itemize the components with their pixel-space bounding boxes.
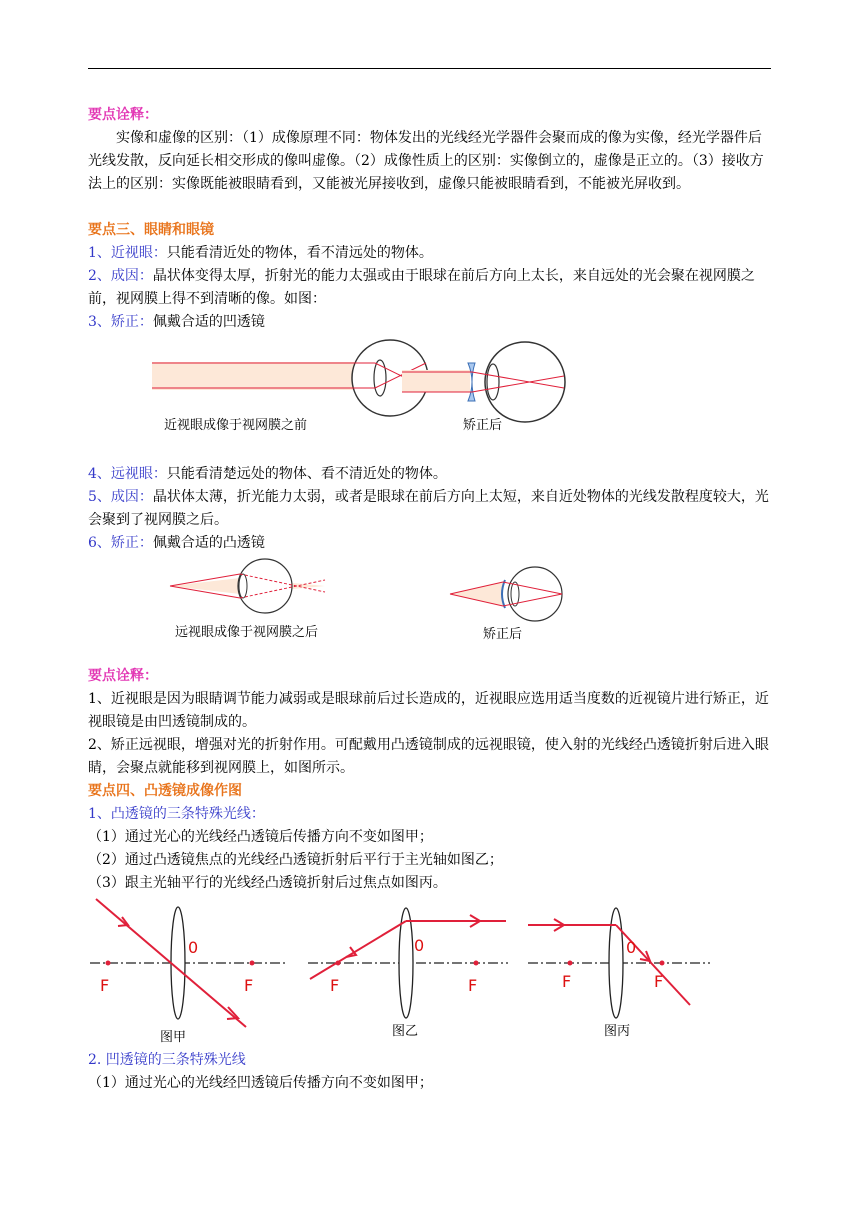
item-number: 1、近视眼： (88, 245, 167, 261)
hyperopia-note: 2、矫正远视眼，增强对光的折射作用。可配戴用凸透镜制成的远视眼镜，使入射的光线经凸透镜折射后进入眼睛，会聚点就能移到视网膜上，如图所示。 (88, 737, 769, 776)
optical-center-label: 0 (626, 938, 637, 957)
real-virtual-image-paragraph: 实像和虚像的区别：（1）成像原理不同：物体发出的光线经光学器件会聚而成的像为实像，经光学器件后光线发散，反向延长相交形成的像叫虚像。（2）成像性质上的区别：实像倒立的，虚像是正立的。（3）接收方法上的区别：实像既能被眼睛看到，又能被光屏接收到，虚像只能被眼睛看到，不能被光屏收到。 (88, 130, 764, 192)
hyperopia-cause-item (88, 486, 772, 532)
rule-item: （3）跟主光轴平行的光线经凸透镜折射后过焦点如图丙。 (88, 875, 447, 891)
rule-item: （1）通过光心的光线经凸透镜后传播方向不变如图甲； (88, 829, 433, 845)
focal-point-label: F (562, 972, 572, 991)
rule-item: （2）通过凸透镜焦点的光线经凸透镜折射后平行于主光轴如图乙； (88, 852, 503, 868)
item-text: 佩戴合适的凸透镜 (152, 535, 265, 551)
section-hyperopia (88, 463, 772, 555)
item-text: 佩戴合适的凹透镜 (152, 314, 265, 330)
item-text: 晶状体变得太厚，折射光的能力太强或由于眼球在前后方向上太长，来自远处的光会聚在视网膜之前，视网膜上得不到清晰的像。如图： (88, 268, 755, 307)
myopia-figure (140, 330, 600, 440)
hyperopia-eye-diagram (170, 559, 325, 613)
item-number: 6、矫正： (88, 535, 153, 551)
convex-heading: 要点四、凸透镜成像作图 (88, 783, 242, 799)
item-text: 只能看清近处的物体，看不清远处的物体。 (166, 245, 433, 261)
item-text: 晶状体太薄，折光能力太弱，或者是眼球在前后方向上太短，来自近处物体的光线发散程度较大，光会聚到了视网膜之后。 (88, 489, 769, 528)
section-notes-1 (88, 104, 772, 196)
section-concave-lens (88, 1049, 772, 1095)
eye-heading: 要点三、眼睛和眼镜 (88, 222, 214, 238)
notes-heading: 要点诠释： (88, 668, 158, 684)
diagram-caption: 图丙 (604, 1024, 631, 1039)
diagram-caption: 图甲 (160, 1030, 187, 1043)
focal-point-label: F (654, 972, 664, 991)
special-rays-subheading: 1、凸透镜的三条特殊光线： (88, 806, 265, 822)
hyperopia-item (88, 463, 772, 486)
focal-point-label: F (100, 976, 110, 995)
concave-subheading: 2. 凹透镜的三条特殊光线 (88, 1052, 246, 1068)
item-number: 4、远视眼： (88, 466, 167, 482)
hyperopia-figure (165, 556, 585, 646)
item-text: 只能看清楚远处的物体、看不清近处的物体。 (166, 466, 447, 482)
section-notes-2 (88, 665, 772, 780)
hyperopia-correction-item (88, 532, 772, 555)
optical-center-label: 0 (414, 936, 425, 955)
diagram-jia (90, 899, 288, 1043)
item-number: 3、矫正： (88, 314, 153, 330)
rule-item: （1）通过光心的光线经凹透镜后传播方向不变如图甲； (88, 1075, 433, 1091)
notes-heading: 要点诠释： (88, 107, 158, 123)
item-number: 5、成因： (88, 489, 153, 505)
myopia-cause-item (88, 265, 772, 311)
myopia-corrected-diagram (402, 342, 565, 422)
focal-point-label: F (468, 976, 478, 995)
myopia-corrected-caption: 矫正后 (463, 418, 503, 433)
item-number: 2、成因： (88, 268, 153, 284)
myopia-caption: 近视眼成像于视网膜之前 (164, 418, 308, 433)
convex-lens-diagrams (88, 895, 713, 1043)
myopia-eye-diagram (152, 340, 428, 416)
section-convex-lens (88, 780, 772, 895)
section-eye-glasses (88, 219, 772, 334)
optical-center-label: 0 (188, 938, 199, 957)
myopia-item (88, 242, 772, 265)
hyperopia-caption: 远视眼成像于视网膜之后 (175, 625, 319, 640)
header-rule (88, 68, 771, 69)
focal-point-label: F (244, 976, 254, 995)
hyperopia-corrected-diagram (450, 567, 562, 621)
hyperopia-corrected-caption: 矫正后 (483, 627, 523, 642)
diagram-caption: 图乙 (392, 1024, 419, 1039)
focal-point-label: F (330, 976, 340, 995)
myopia-note: 1、近视眼是因为眼睛调节能力减弱或是眼球前后过长造成的，近视眼应选用适当度数的近视镜片进行矫正，近视眼镜是由凹透镜制成的。 (88, 691, 769, 730)
diagram-yi (308, 908, 508, 1039)
diagram-bing (528, 908, 710, 1039)
